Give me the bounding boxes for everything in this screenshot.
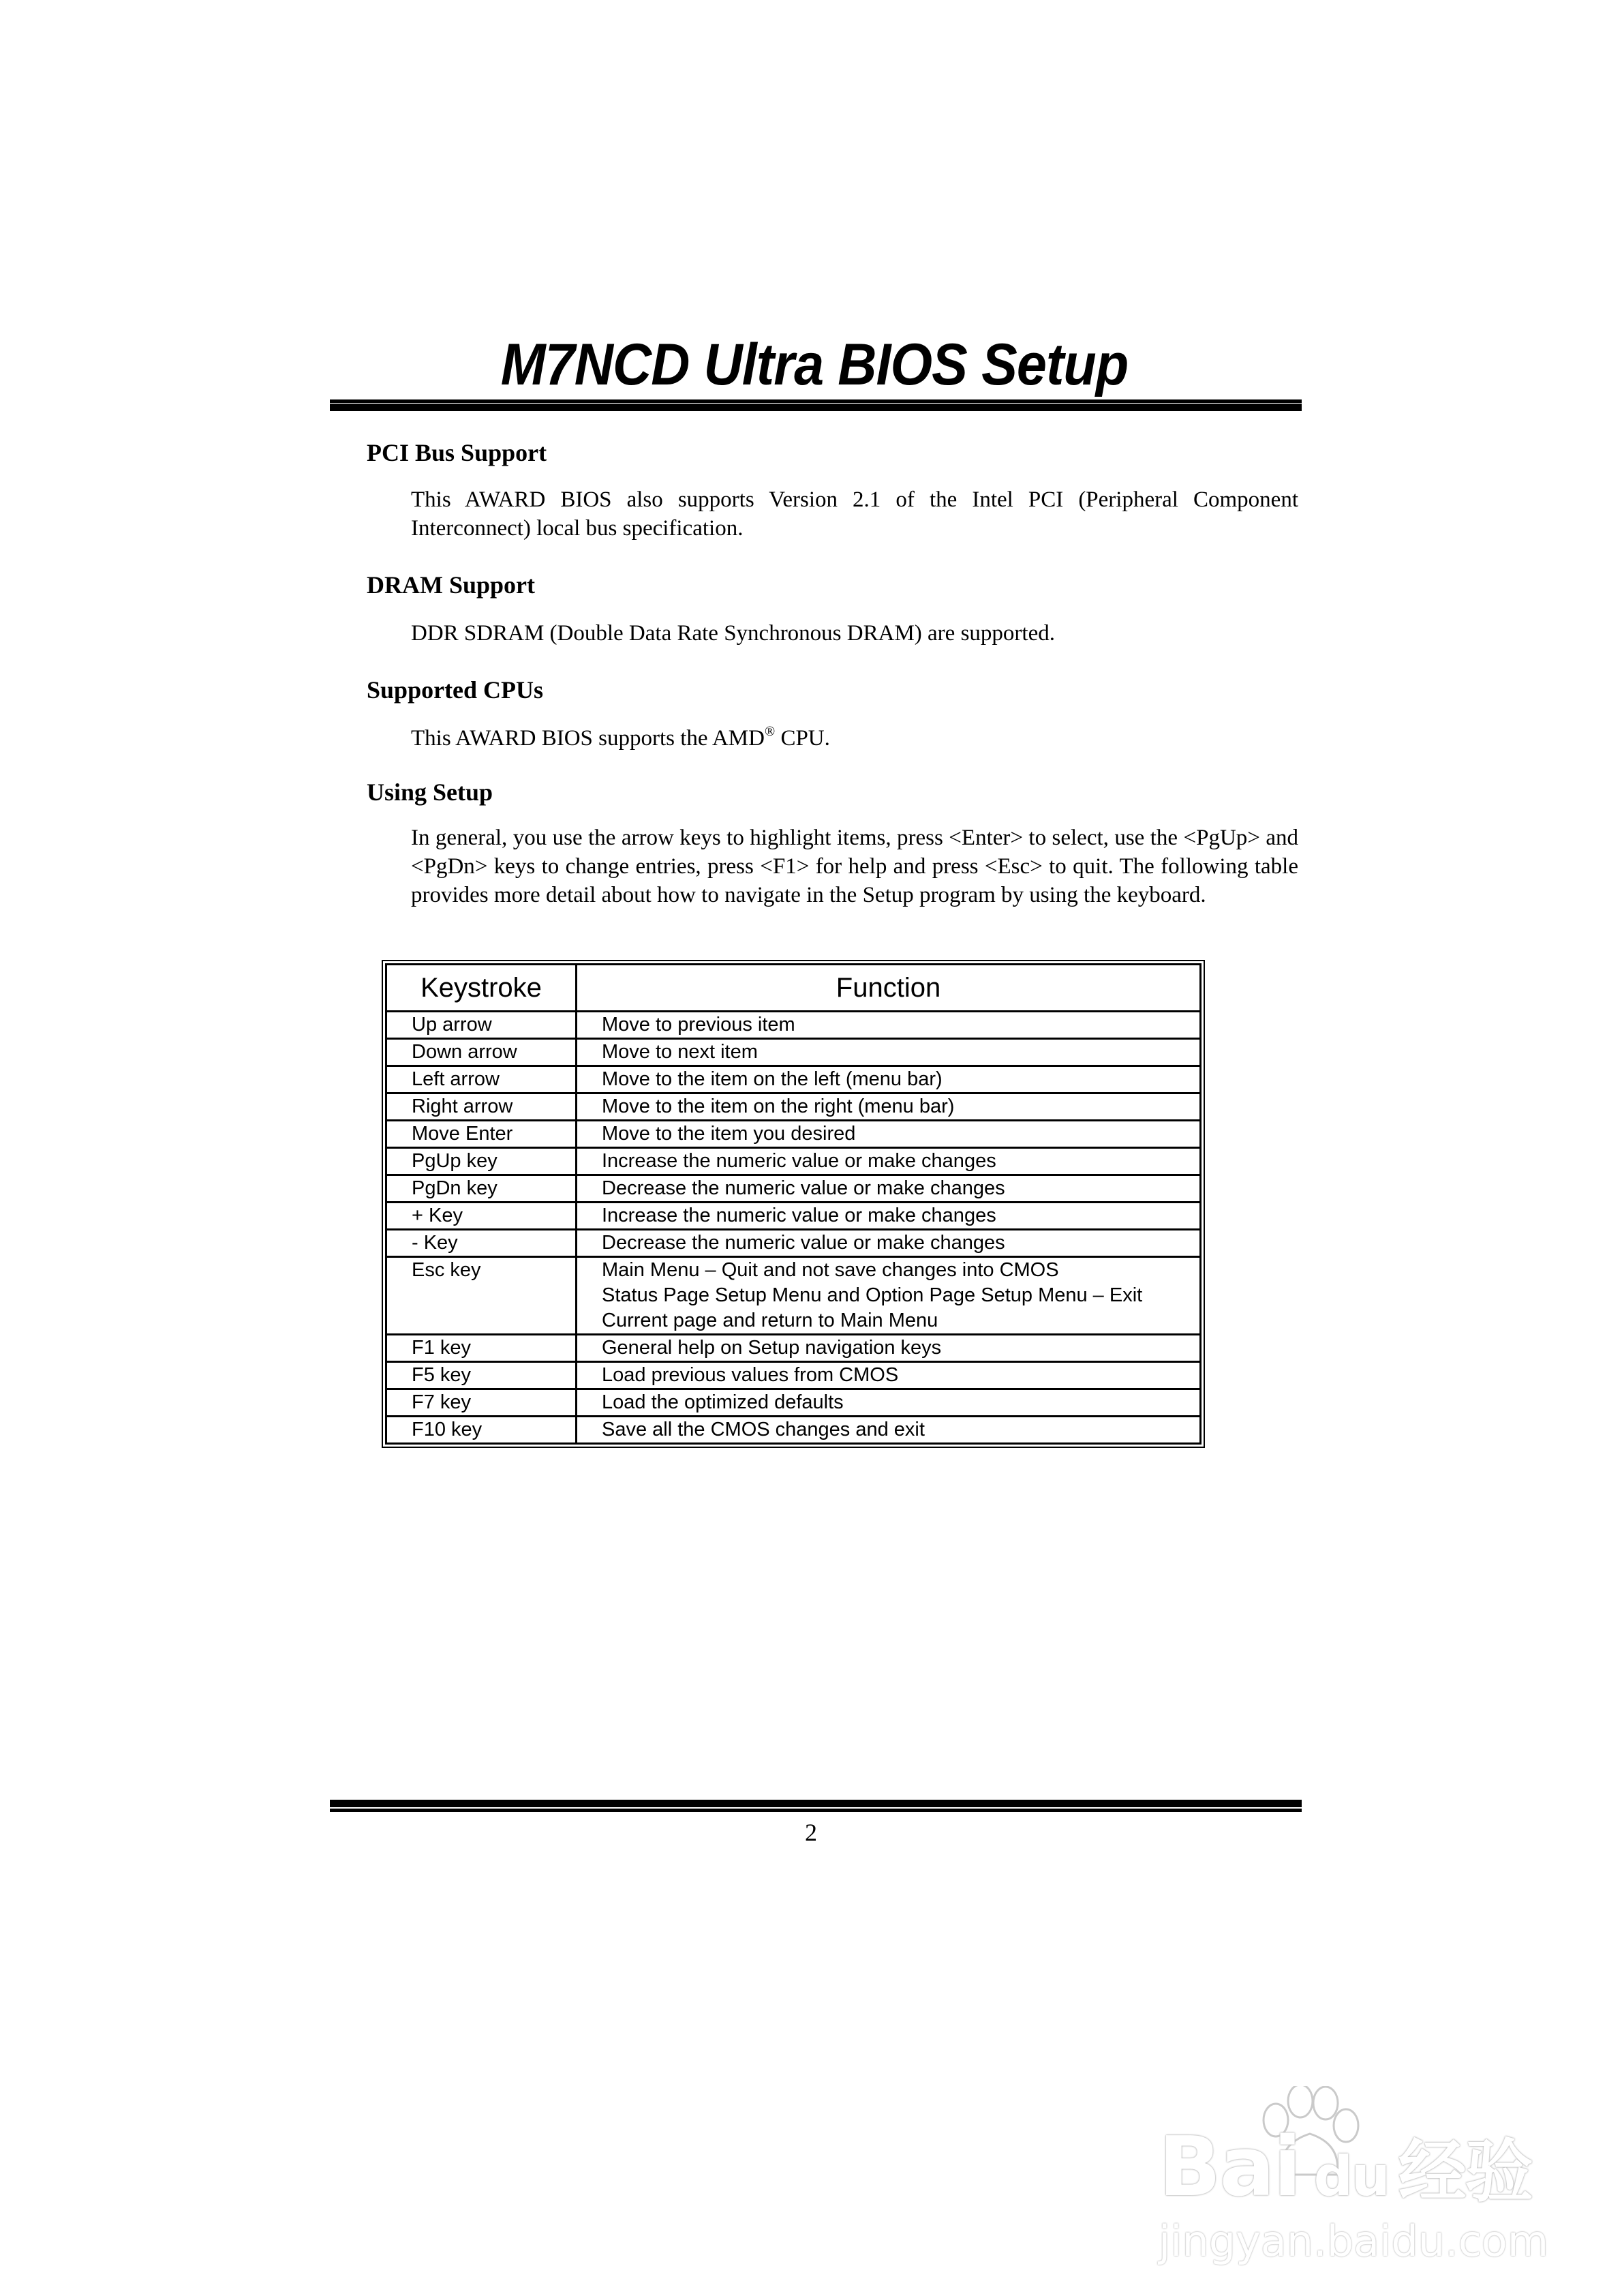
keystroke-table-frame	[382, 960, 1205, 1448]
page-title: M7NCD Ultra BIOS Setup	[500, 332, 1129, 397]
watermark-brand-cn: 经验	[1398, 2132, 1532, 2211]
section-heading-using-setup: Using Setup	[367, 779, 493, 806]
section-heading-supported-cpus: Supported CPUs	[367, 676, 544, 704]
function-cell: Load previous values from CMOS	[577, 1362, 1201, 1389]
keystroke-cell: F7 key	[386, 1389, 577, 1417]
table-row	[386, 1039, 1201, 1066]
section-body-using-setup: In general, you use the arrow keys to highlight items, press <Enter> to select, use the <PgUp> and <PgDn> keys to change entries, press <F1> for help and press <Esc> to quit. The following table provides more detail about how to navigate in the Setup program by using the keyboard.	[411, 826, 1298, 907]
table-row	[386, 1257, 1201, 1335]
table-row	[386, 1121, 1201, 1148]
table-row	[386, 1093, 1201, 1121]
keystroke-cell: + Key	[386, 1203, 577, 1230]
keystroke-cell: Move Enter	[386, 1121, 577, 1148]
page-number: 2	[805, 1819, 817, 1846]
function-cell: Increase the numeric value or make changes	[577, 1148, 1201, 1175]
cpu-text-before: This AWARD BIOS supports the AMD	[411, 726, 765, 751]
section-body-supported-cpus	[411, 724, 1298, 753]
function-cell: Move to previous item	[577, 1012, 1201, 1039]
watermark-brand-du: du	[1313, 2145, 1389, 2208]
table-row	[386, 1362, 1201, 1389]
keystroke-cell: F10 key	[386, 1417, 577, 1444]
function-cell: Move to the item on the right (menu bar)	[577, 1093, 1201, 1121]
footer-rule-thin	[330, 1809, 1302, 1812]
section-heading-pci-bus-support: PCI Bus Support	[367, 439, 547, 466]
function-cell: Move to next item	[577, 1039, 1201, 1066]
keystroke-cell: Esc key	[386, 1257, 577, 1335]
watermark-brand	[1159, 2120, 1532, 2218]
table-row	[386, 1417, 1201, 1444]
keystroke-cell: Down arrow	[386, 1039, 577, 1066]
keystroke-cell: Up arrow	[386, 1012, 577, 1039]
function-cell	[577, 1257, 1201, 1335]
cpu-text-after: CPU.	[775, 726, 830, 751]
footer-rule-thick	[330, 1800, 1302, 1807]
function-cell: Save all the CMOS changes and exit	[602, 1419, 925, 1440]
function-line: Current page and return to Main Menu	[602, 1310, 938, 1331]
function-cell: Decrease the numeric value or make changes	[577, 1175, 1201, 1203]
table-row	[386, 1066, 1201, 1093]
function-line: Main Menu – Quit and not save changes into CMOS	[602, 1259, 1059, 1281]
table-row	[386, 1389, 1201, 1417]
keystroke-cell: F5 key	[386, 1362, 577, 1389]
function-cell: Increase the numeric value or make changes	[577, 1203, 1201, 1230]
column-header-function: Function	[577, 965, 1201, 1012]
header-rule-thick	[330, 404, 1302, 411]
table-header-row	[386, 965, 1201, 1012]
table-row	[386, 1335, 1201, 1362]
table-row	[386, 1203, 1201, 1230]
keystroke-cell: F1 key	[386, 1335, 577, 1362]
table-row	[386, 1148, 1201, 1175]
baidu-jingyan-watermark	[1152, 2052, 1549, 2266]
function-cell: General help on Setup navigation keys	[577, 1335, 1201, 1362]
keystroke-cell: PgDn key	[386, 1175, 577, 1203]
keystroke-cell: Right arrow	[386, 1093, 577, 1121]
table-row	[386, 1230, 1201, 1257]
table-row	[386, 1175, 1201, 1203]
keystroke-table	[385, 963, 1202, 1445]
function-cell: Decrease the numeric value or make changes	[577, 1230, 1201, 1257]
function-line: Status Page Setup Menu and Option Page Setup Menu – Exit	[602, 1284, 1143, 1306]
table-row	[386, 1012, 1201, 1039]
watermark-brand-bai: Bai	[1159, 2120, 1300, 2215]
keystroke-cell: PgUp key	[386, 1148, 577, 1175]
function-cell: Move to the item on the left (menu bar)	[577, 1066, 1201, 1093]
header-rule-thin	[330, 399, 1302, 403]
keystroke-cell: - Key	[386, 1230, 577, 1257]
section-heading-dram-support: DRAM Support	[367, 571, 536, 599]
keystroke-cell: Left arrow	[386, 1066, 577, 1093]
function-cell: Move to the item you desired	[577, 1121, 1201, 1148]
section-body-pci-bus-support: This AWARD BIOS also supports Version 2.1 of the Intel PCI (Peripheral Component Interconnect) local bus specification.	[411, 487, 1298, 541]
registered-mark: ®	[764, 724, 776, 739]
function-cell: Load the optimized defaults	[577, 1389, 1201, 1417]
column-header-keystroke: Keystroke	[386, 965, 577, 1012]
watermark-url: jingyan.baidu.com	[1159, 2216, 1549, 2266]
section-body-dram-support: DDR SDRAM (Double Data Rate Synchronous DRAM) are supported.	[411, 621, 1055, 646]
